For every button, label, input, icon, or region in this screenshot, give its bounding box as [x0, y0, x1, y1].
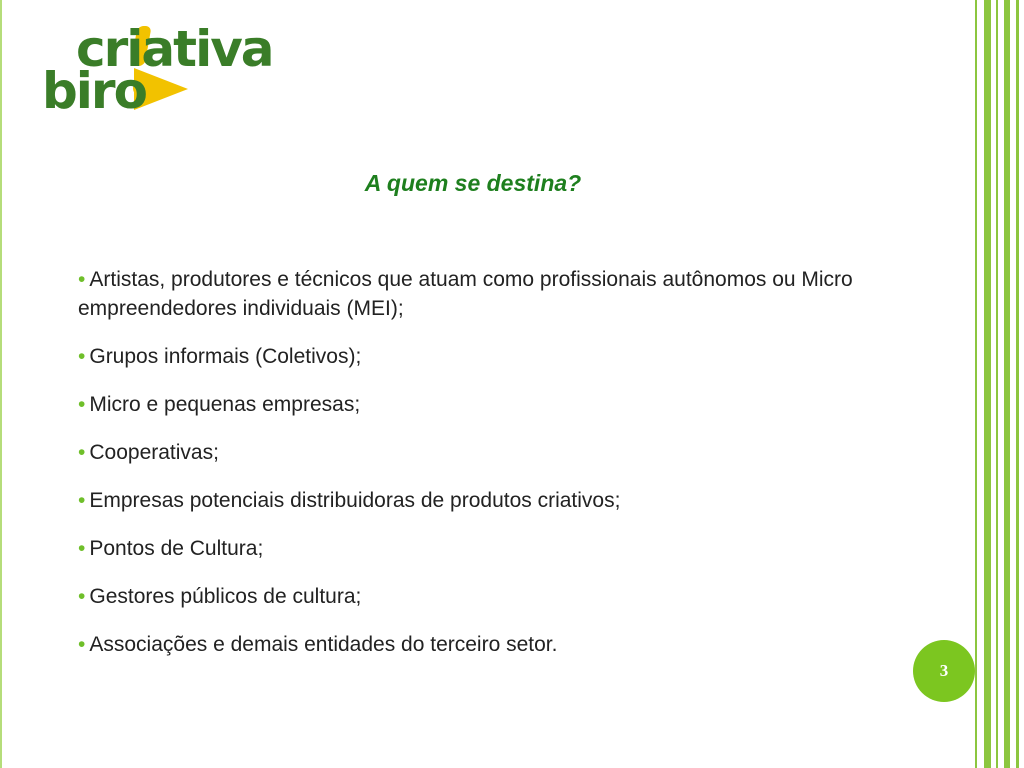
list-item-text: Cooperativas;	[89, 441, 219, 464]
bullet-icon: •	[78, 268, 86, 291]
list-item-text: Artistas, produtores e técnicos que atuam como profissionais autônomos ou Micro empreendedores individuais (MEI);	[78, 268, 853, 320]
list-item	[78, 265, 938, 323]
list-item	[78, 630, 938, 659]
list-item-text: Gestores públicos de cultura;	[89, 585, 362, 608]
page-number-badge: 3	[913, 640, 975, 702]
list-item	[78, 390, 938, 419]
frame-line-left	[0, 0, 2, 768]
list-item-text: Micro e pequenas empresas;	[89, 393, 361, 416]
list-item	[78, 582, 938, 611]
logo-line1: criativa	[76, 20, 273, 78]
list-item	[78, 342, 938, 371]
bullet-list	[78, 265, 938, 678]
list-item	[78, 534, 938, 563]
bullet-icon: •	[78, 537, 86, 560]
slide-title: A quem se destina?	[364, 170, 582, 196]
frame-line-outer	[1004, 0, 1010, 768]
bullet-icon: •	[78, 345, 86, 368]
logo-line2: biro	[42, 62, 146, 114]
bullet-icon: •	[78, 489, 86, 512]
frame-line-thick	[984, 0, 991, 768]
list-item-text: Empresas potenciais distribuidoras de produtos criativos;	[89, 489, 621, 512]
bullet-icon: •	[78, 633, 86, 656]
frame-line-thin-left	[975, 0, 977, 768]
bullet-icon: •	[78, 441, 86, 464]
bullet-icon: •	[78, 393, 86, 416]
list-item-text: Pontos de Cultura;	[89, 537, 264, 560]
criativa-biro-logo	[38, 18, 338, 114]
list-item-text: Associações e demais entidades do terceiro setor.	[89, 633, 558, 656]
frame-line-edge	[1016, 0, 1019, 768]
list-item-text: Grupos informais (Coletivos);	[89, 345, 362, 368]
list-item	[78, 438, 938, 467]
bullet-icon: •	[78, 585, 86, 608]
frame-line-mid	[996, 0, 998, 768]
list-item	[78, 486, 938, 515]
